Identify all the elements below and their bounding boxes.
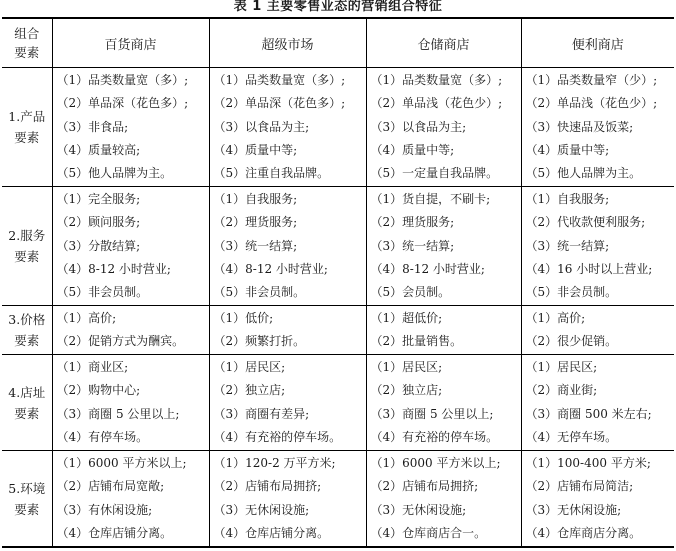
cell-item: （2）店铺布局拥挤; (370, 479, 479, 494)
cell-product-department-store (52, 68, 209, 187)
cell-item: （2）顾问服务; (56, 215, 141, 230)
cell-item: （2）促销方式为酬宾。 (56, 334, 185, 349)
cell-item: （3）统一结算; (370, 238, 455, 253)
cell-item: （2）单品浅（花色少）; (525, 96, 658, 111)
cell-item: （1）低价; (213, 311, 274, 325)
cell-environment-warehouse-store (366, 451, 521, 548)
cell-product-convenience-store (521, 68, 674, 187)
column-header-convenience-store: 便利商店 (521, 18, 674, 68)
cell-item: （4）无停车场。 (525, 429, 618, 444)
cell-item: （1）高价; (525, 311, 586, 325)
cell-item: （2）购物中心; (56, 383, 141, 398)
cell-item: （1）居民区; (213, 360, 286, 374)
cell-item: （1）品类数量宽（多）; (370, 73, 503, 87)
cell-item: （3）以食品为主; (370, 119, 467, 134)
cell-item: （2）店铺布局拥挤; (213, 479, 322, 494)
cell-item: （5）他人品牌为主。 (525, 166, 642, 181)
cell-item: （1）自我服务; (525, 192, 610, 206)
row-label-line1: 3.价格 (8, 312, 46, 327)
cell-item: （2）店铺布局简洁; (525, 479, 634, 494)
cell-item: （2）店铺布局宽敞; (56, 479, 165, 494)
cell-item: （3）统一结算; (213, 238, 298, 253)
cell-location-department-store (52, 355, 209, 451)
row-label-line2: 要素 (14, 501, 40, 517)
cell-item: （3）快速品及饭菜; (525, 119, 634, 134)
cell-item: （1）6000 平方米以上; (56, 456, 187, 470)
row-label-line1: 1.产品 (8, 109, 46, 124)
cell-item: （3）以食品为主; (213, 119, 310, 134)
cell-item: （4）质量中等; (525, 142, 610, 157)
row-label-location (2, 355, 52, 451)
row-label-product (2, 68, 52, 187)
cell-item: （1）品类数量窄（少）; (525, 73, 658, 87)
cell-item: （1）品类数量宽（多）; (56, 73, 189, 87)
cell-service-supermarket (209, 187, 366, 306)
cell-item: （1）居民区; (525, 360, 598, 374)
table-row-service (2, 187, 674, 306)
cell-item: （5）非会员制。 (525, 285, 618, 300)
cell-price-department-store (52, 306, 209, 355)
corner-line1: 组合 (14, 26, 40, 41)
table-row-location (2, 355, 674, 451)
cell-item: （3）商圈 5 公里以上; (370, 406, 494, 421)
cell-environment-department-store (52, 451, 209, 548)
table-row-environment (2, 451, 674, 548)
cell-item: （3）分散结算; (56, 238, 141, 253)
cell-price-warehouse-store (366, 306, 521, 355)
cell-item: （4）有充裕的停车场。 (213, 429, 342, 444)
row-label-line1: 4.店址 (8, 384, 46, 400)
column-header-department-store: 百货商店 (52, 18, 209, 68)
cell-service-warehouse-store (366, 187, 521, 306)
cell-item: （2）商业街; (525, 383, 598, 398)
table-row-price (2, 306, 674, 355)
cell-environment-convenience-store (521, 451, 674, 548)
cell-item: （4）有充裕的停车场。 (370, 429, 499, 444)
corner-line2: 要素 (14, 45, 40, 60)
row-label-service (2, 187, 52, 306)
cell-item: （1）超低价; (370, 311, 443, 325)
cell-item: （1）品类数量宽（多）; (213, 73, 346, 87)
row-label-line2: 要素 (14, 333, 40, 348)
cell-item: （4）仓库商店分离。 (525, 525, 642, 540)
cell-item: （1）6000 平方米以上; (370, 456, 501, 470)
cell-price-convenience-store (521, 306, 674, 355)
cell-environment-supermarket (209, 451, 366, 548)
table-title: 表 1 主要零售业态的营销组合特征 (233, 0, 443, 14)
cell-item: （3）商圈 5 公里以上; (56, 406, 180, 421)
cell-item: （1）高价; (56, 311, 117, 325)
cell-item: （5）一定量自我品牌。 (370, 166, 499, 181)
cell-item: （4）16 小时以上营业; (525, 261, 653, 276)
row-label-line2: 要素 (14, 405, 40, 421)
cell-item: （1）自我服务; (213, 192, 298, 206)
column-header-supermarket: 超级市场 (209, 18, 366, 68)
cell-item: （3）无休闲设施; (525, 502, 622, 517)
cell-item: （4）仓库店铺分离。 (213, 525, 330, 540)
row-label-line2: 要素 (14, 130, 40, 145)
cell-item: （1）完全服务; (56, 192, 141, 206)
cell-item: （2）单品浅（花色少）; (370, 96, 503, 111)
cell-product-warehouse-store (366, 68, 521, 187)
cell-item: （2）单品深（花色多）; (213, 96, 346, 111)
cell-item: （4）质量中等; (213, 142, 298, 157)
row-label-line1: 5.环境 (8, 480, 46, 496)
cell-price-supermarket (209, 306, 366, 355)
cell-item: （2）理货服务; (370, 215, 455, 230)
row-label-line2: 要素 (14, 249, 40, 264)
cell-item: （2）理货服务; (213, 215, 298, 230)
cell-item: （2）独立店; (213, 383, 286, 398)
table-row-product (2, 68, 674, 187)
header-corner (2, 18, 52, 68)
cell-item: （2）代收款便利服务; (525, 215, 646, 230)
cell-item: （5）会员制。 (370, 285, 451, 300)
cell-item: （2）频繁打折。 (213, 334, 306, 349)
cell-location-warehouse-store (366, 355, 521, 451)
row-label-environment (2, 451, 52, 548)
header-row (2, 18, 674, 68)
cell-location-convenience-store (521, 355, 674, 451)
cell-item: （4）8-12 小时营业; (213, 261, 328, 276)
cell-item: （3）有休闲设施; (56, 502, 153, 517)
cell-item: （5）非会员制。 (213, 285, 306, 300)
cell-item: （4）8-12 小时营业; (56, 261, 171, 276)
marketing-mix-table (2, 17, 674, 548)
cell-product-supermarket (209, 68, 366, 187)
cell-item: （3）非食品; (56, 119, 129, 134)
cell-item: （3）统一结算; (525, 238, 610, 253)
cell-item: （3）商圈 500 米左右; (525, 406, 652, 421)
cell-item: （3）无休闲设施; (213, 502, 310, 517)
cell-item: （4）质量中等; (370, 142, 455, 157)
cell-item: （5）非会员制。 (56, 285, 149, 300)
cell-item: （4）仓库店铺分离。 (56, 525, 173, 540)
cell-item: （1）居民区; (370, 360, 443, 374)
cell-location-supermarket (209, 355, 366, 451)
cell-item: （2）单品深（花色多）; (56, 96, 189, 111)
cell-item: （3）无休闲设施; (370, 502, 467, 517)
cell-item: （5）注重自我品牌。 (213, 166, 330, 181)
cell-item: （1）100-400 平方米; (525, 456, 651, 470)
cell-item: （2）很少促销。 (525, 334, 618, 349)
cell-item: （2）独立店; (370, 383, 443, 398)
cell-item: （1）商业区; (56, 360, 129, 374)
cell-item: （4）质量较高; (56, 142, 141, 157)
row-label-price (2, 306, 52, 355)
cell-service-convenience-store (521, 187, 674, 306)
cell-item: （1）120-2 万平方米; (213, 456, 336, 470)
cell-item: （5）他人品牌为主。 (56, 166, 173, 181)
cell-item: （2）批量销售。 (370, 334, 463, 349)
cell-item: （3）商圈有差异; (213, 406, 310, 421)
cell-item: （4）仓库商店合一。 (370, 525, 487, 540)
column-header-warehouse-store: 仓储商店 (366, 18, 521, 68)
cell-item: （4）8-12 小时营业; (370, 261, 485, 276)
cell-service-department-store (52, 187, 209, 306)
row-label-line1: 2.服务 (8, 228, 46, 243)
cell-item: （1）货自提，不刷卡; (370, 192, 491, 206)
cell-item: （4）有停车场。 (56, 429, 149, 444)
